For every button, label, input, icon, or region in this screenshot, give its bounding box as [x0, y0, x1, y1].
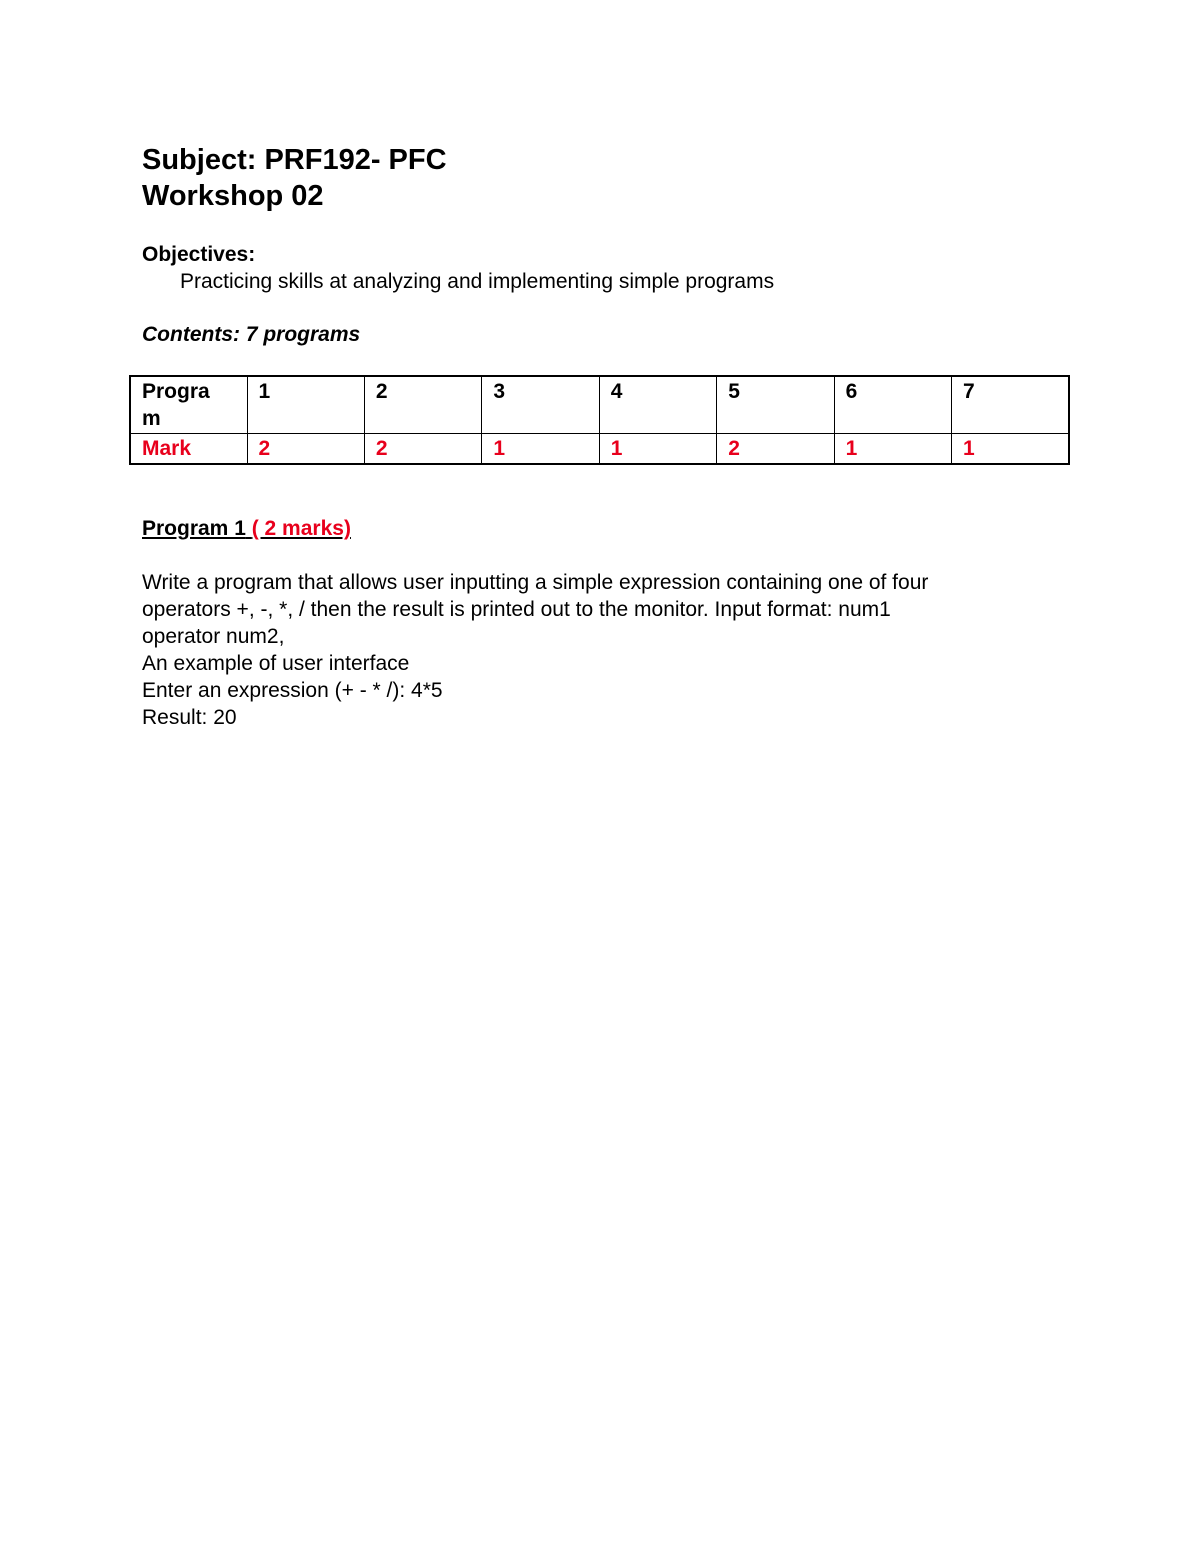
program-1-heading	[142, 516, 351, 542]
table-cell-program-1: 1	[247, 376, 364, 434]
table-cell-program-7: 7	[952, 376, 1069, 434]
program-1-title: Program 1	[142, 517, 246, 540]
table-cell-program-4: 4	[599, 376, 716, 434]
paragraph-line: Enter an expression (+ - * /): 4*5	[142, 679, 443, 702]
table-cell-mark-6: 1	[834, 434, 951, 465]
paragraph-line: operators +, -, *, / then the result is printed out to the monitor. Input format: num1	[142, 598, 891, 621]
table-cell-program-6: 6	[834, 376, 951, 434]
table-cell-mark-label: Mark	[130, 434, 247, 465]
paragraph-line: operator num2,	[142, 625, 285, 648]
paragraph-line: An example of user interface	[142, 652, 410, 675]
table-cell-program-5: 5	[717, 376, 834, 434]
table-cell-mark-3: 1	[482, 434, 599, 465]
paragraph-line: Result: 20	[142, 706, 237, 729]
program-1-marks: ( 2 marks)	[251, 517, 351, 540]
table-mark-row	[130, 434, 1069, 465]
table-cell-program: Progra m	[130, 376, 247, 434]
objectives-text: Practicing skills at analyzing and implementing simple programs	[180, 270, 775, 293]
program-1-description	[142, 569, 1072, 731]
table-cell-mark-2: 2	[364, 434, 481, 465]
objectives-label: Objectives:	[142, 243, 256, 266]
table-header-row	[130, 376, 1069, 434]
table-cell-mark-1: 2	[247, 434, 364, 465]
table-cell-program-3: 3	[482, 376, 599, 434]
paragraph-line: Write a program that allows user inputting a simple expression containing one of four	[142, 571, 929, 594]
marks-table	[129, 375, 1070, 465]
table-cell-mark-7: 1	[952, 434, 1069, 465]
table-cell-mark-4: 1	[599, 434, 716, 465]
table-cell-program-2: 2	[364, 376, 481, 434]
subject-title: Subject: PRF192- PFC	[142, 144, 447, 176]
workshop-title: Workshop 02	[142, 180, 324, 212]
contents-label: Contents: 7 programs	[142, 323, 361, 346]
table-cell-mark-5: 2	[717, 434, 834, 465]
